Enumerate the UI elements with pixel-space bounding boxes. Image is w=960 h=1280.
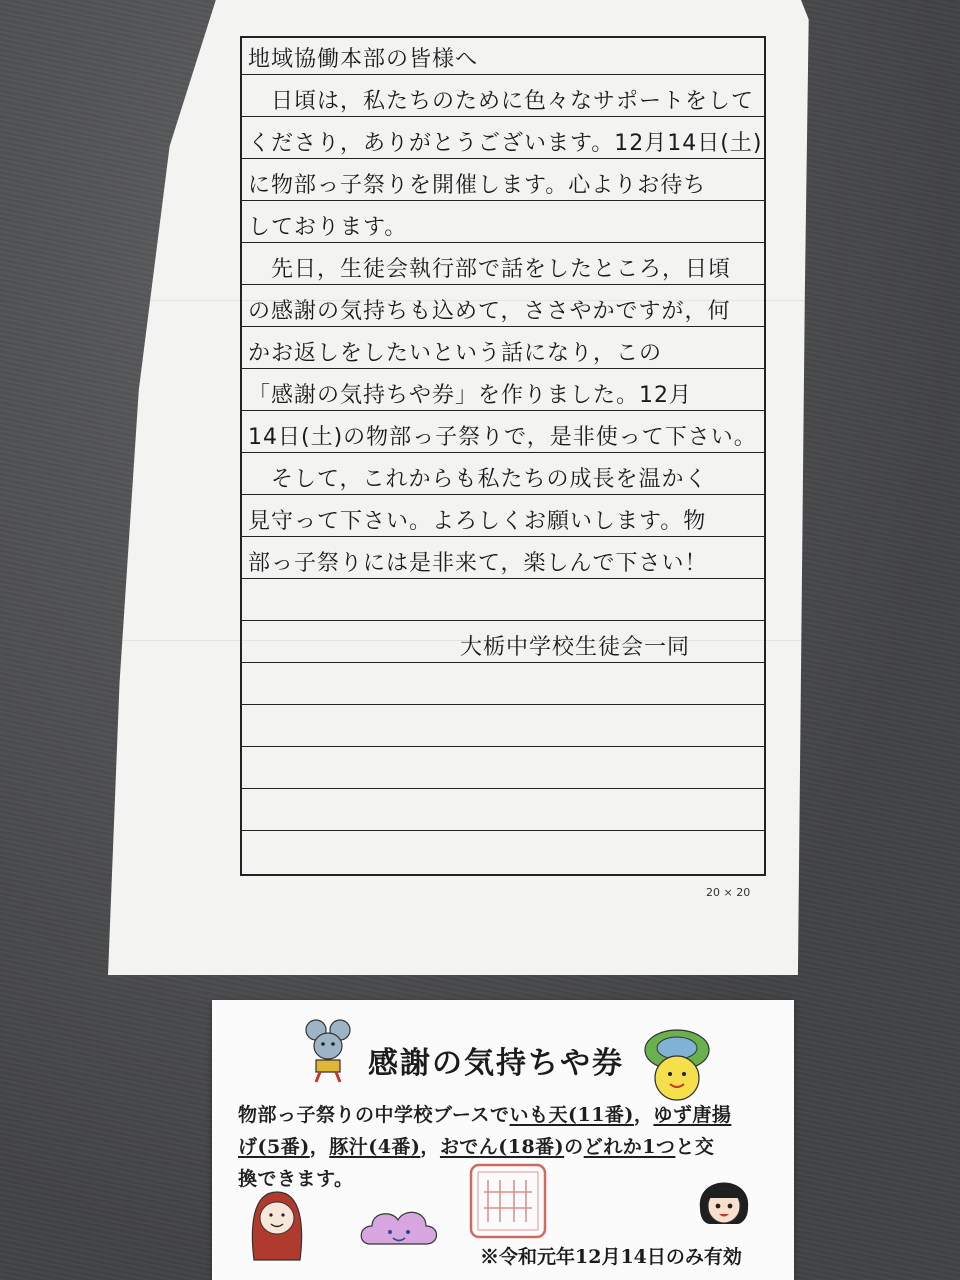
letter-line: くださり，ありがとうございます。12月14日(土) (248, 131, 763, 156)
rule-line (242, 242, 764, 243)
ticket-text: ， (420, 1136, 440, 1158)
ticket-text: 物部っ子祭りの中学校ブースで (238, 1104, 510, 1126)
letter-line: 「感謝の気持ちや券」を作りました。12月 (248, 383, 692, 408)
letter-line: 先日，生徒会執行部で話をしたところ，日頃 (248, 257, 732, 282)
ticket-title: 感謝の気持ちや券 (368, 1046, 624, 1081)
rule-line (242, 662, 764, 663)
menu-item-imoten: いも天(11番) (509, 1104, 634, 1126)
rule-line (242, 494, 764, 495)
rule-line (242, 830, 764, 831)
girl-face-icon (694, 1168, 754, 1232)
rule-line (242, 788, 764, 789)
rule-line (242, 200, 764, 201)
letter-line: しております。 (248, 215, 408, 240)
letter-line: 部っ子祭りには是非来て，楽しんで下さい！ (248, 551, 708, 576)
ticket-text: と交 (675, 1136, 715, 1158)
cloud-face-icon (356, 1204, 442, 1252)
menu-item-yuzu-karaage: ゆず唐揚 (653, 1104, 732, 1126)
rule-line (242, 116, 764, 117)
rule-line (242, 158, 764, 159)
rule-line (242, 746, 764, 747)
letter-line: 見守って下さい。よろしくお願いします。物 (248, 509, 707, 534)
menu-item-oden: おでん(18番) (439, 1136, 565, 1158)
any-one-item: どれか1つ (583, 1136, 676, 1158)
rule-line (242, 704, 764, 705)
letter-line: 日頃は，私たちのために色々なサポートをして (248, 89, 755, 114)
rule-line (242, 410, 764, 411)
rule-line (242, 578, 764, 579)
rule-line (242, 536, 764, 537)
rule-line (242, 284, 764, 285)
letter-line: の感謝の気持ちも込めて，ささやかですが，何 (248, 299, 731, 324)
letter-line: に物部っ子祭りを開催します。心よりお待ち (248, 173, 707, 198)
letter-line: 14日(土)の物部っ子祭りで，是非使って下さい。 (248, 425, 757, 450)
thank-you-ticket (212, 1000, 794, 1280)
validity-note: ※令和元年12月14日のみ有効 (480, 1246, 742, 1268)
grid-size-note: 20 × 20 (706, 886, 751, 899)
rule-line (242, 74, 764, 75)
menu-item-yuzu-karaage-cont: げ(5番) (238, 1136, 310, 1158)
daruma-drawing-icon (244, 1188, 310, 1264)
ruled-writing-area (240, 36, 766, 876)
letter-line: 地域協働本部の皆様へ (248, 47, 479, 72)
letter-line: かお返しをしたいという話になり，この (248, 341, 663, 366)
ticket-line-3: 換できます。 (238, 1168, 354, 1190)
mouse-mascot-icon (302, 1018, 356, 1084)
ticket-text: ， (309, 1136, 330, 1158)
rule-line (242, 620, 764, 621)
letter-signature: 大栃中学校生徒会一同 (460, 635, 691, 660)
letter-line: そして，これからも私たちの成長を温かく (248, 467, 708, 492)
rule-line (242, 368, 764, 369)
yuzu-mascot-icon (642, 1018, 712, 1108)
ticket-text: の (564, 1136, 584, 1158)
menu-item-tonjiru: 豚汁(4番) (329, 1136, 421, 1158)
ticket-text: ， (633, 1104, 654, 1126)
ticket-line-1 (238, 1100, 778, 1127)
rule-line (242, 452, 764, 453)
rule-line (242, 326, 764, 327)
ticket-line-2 (238, 1132, 778, 1159)
school-seal-stamp-icon (468, 1162, 548, 1240)
